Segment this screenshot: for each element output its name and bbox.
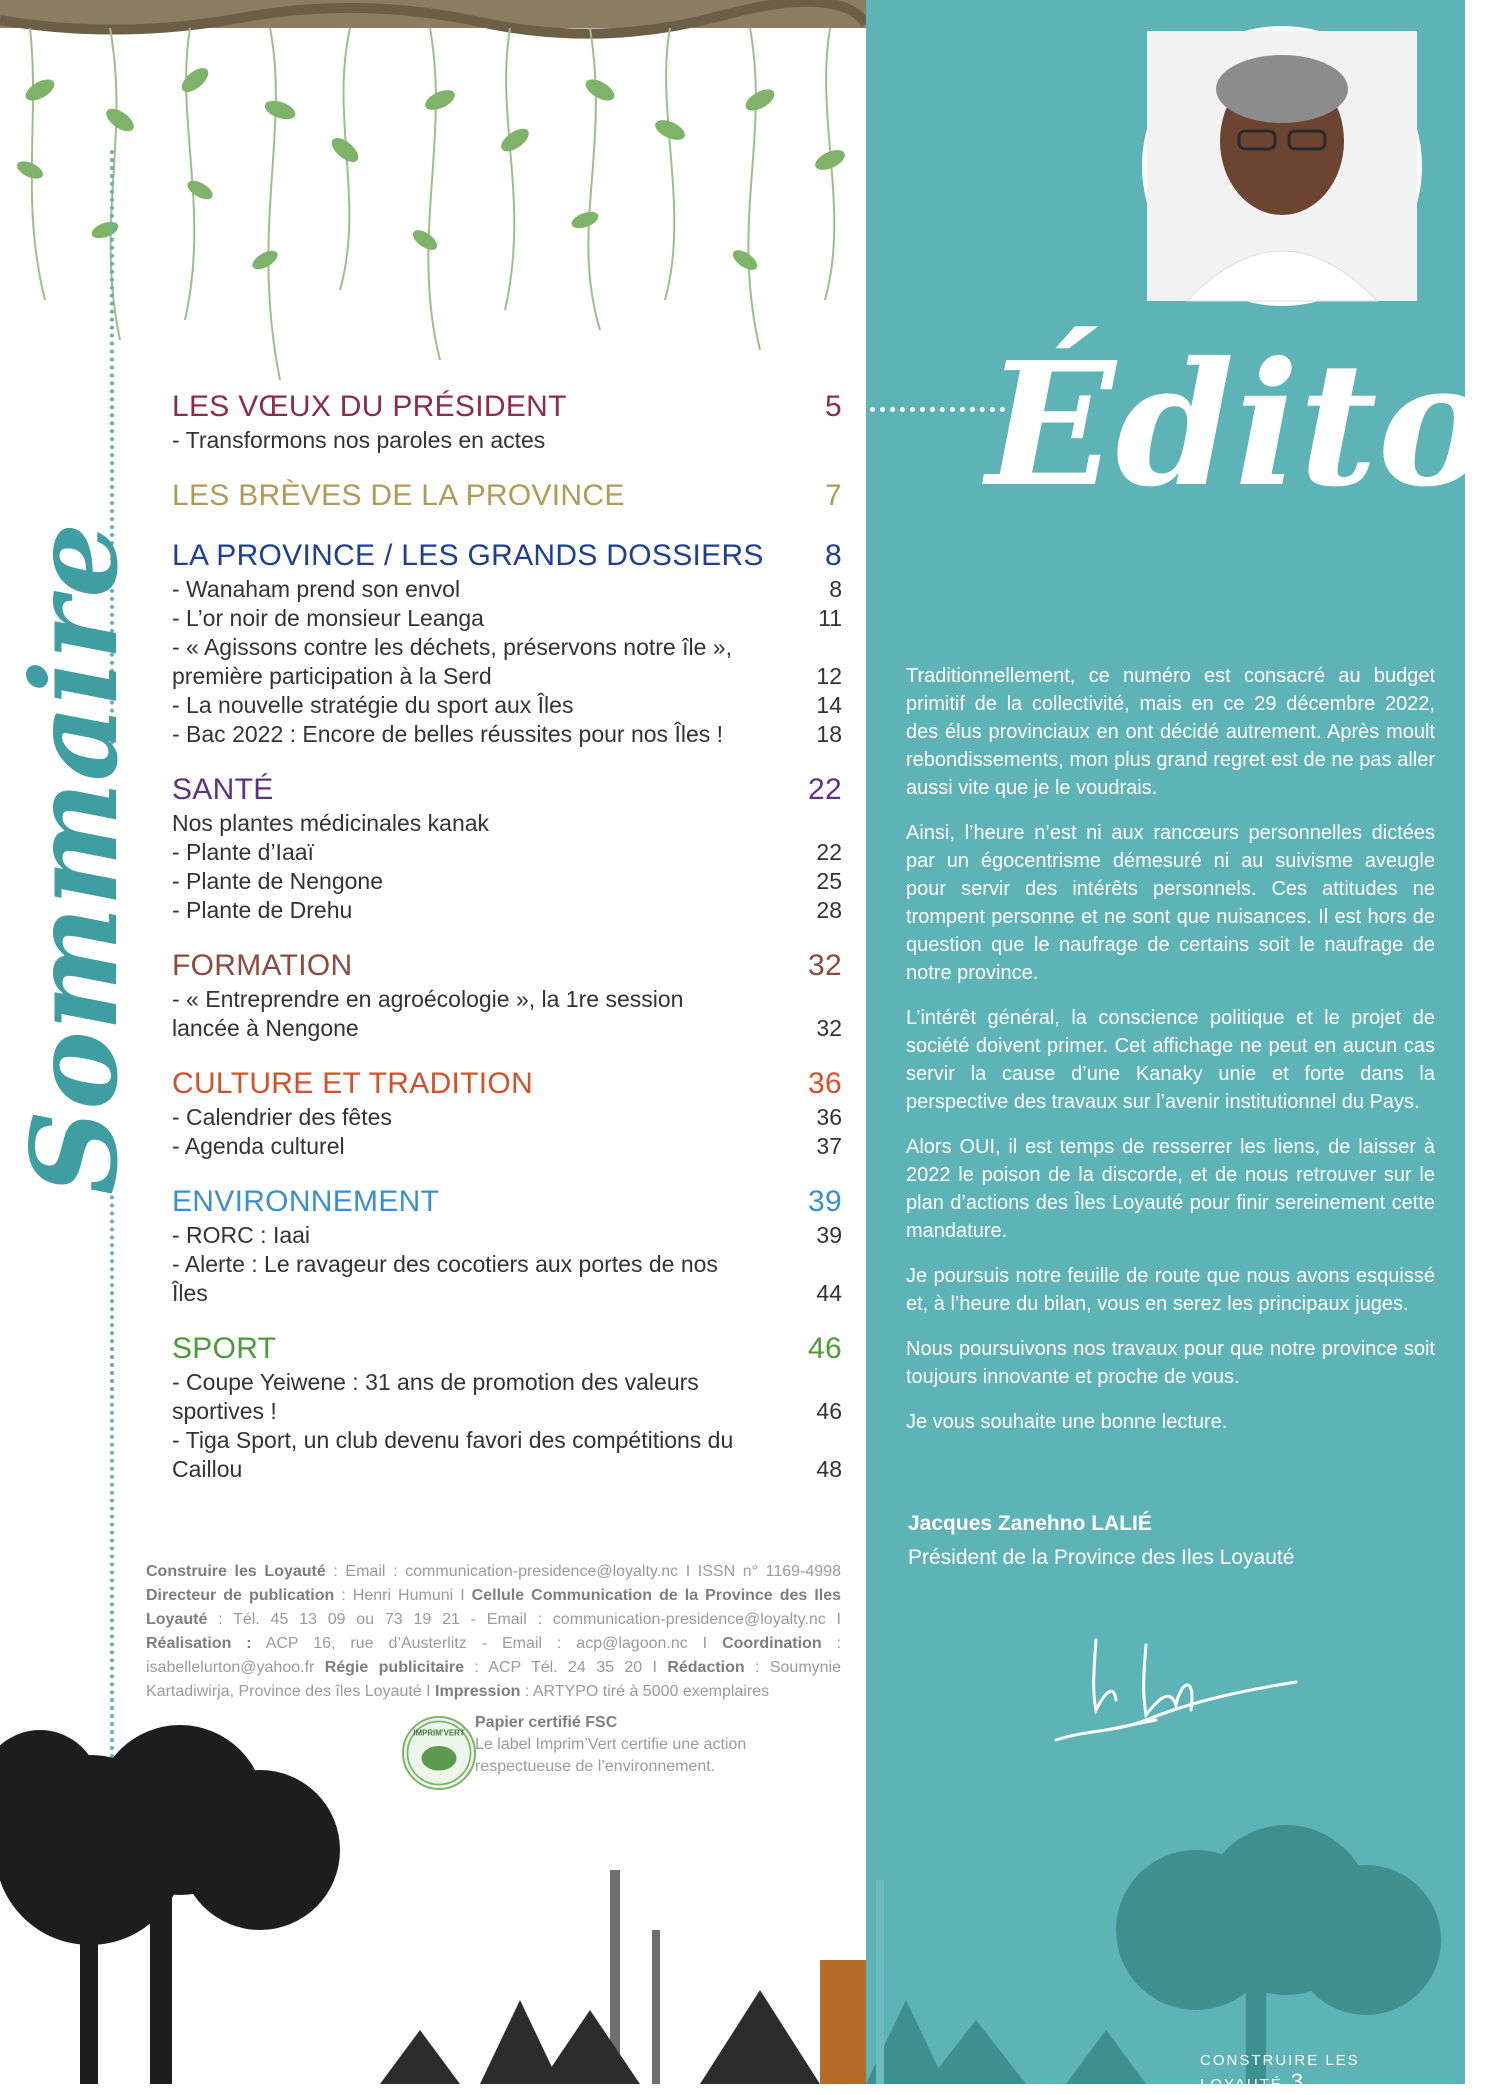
toc-section [172,1330,842,1484]
toc-item-page: 12 [816,663,842,689]
edito-paragraph: Nous poursuivons nos travaux pour que notre province soit toujours innovante et proche de vous. [906,1338,1435,1388]
toc-item-title: - Plante d’Iaaï [172,839,314,865]
toc-section-heading [172,537,842,575]
hanging-vines-illustration [0,0,866,420]
toc-item-title: - Wanaham prend son envol [172,576,461,602]
toc-item [172,1132,842,1161]
toc-item-title: - Transformons nos paroles en actes [172,427,546,453]
toc-item-title: - Bac 2022 : Encore de belles réussites pour nos Îles ! [172,721,724,747]
toc-item [172,1250,842,1308]
toc-item-title: - Coupe Yeiwene : 31 ans de promotion des valeurs sportives ! [172,1369,699,1424]
toc-item [172,720,842,749]
toc-item [172,575,842,604]
toc-section [172,771,842,925]
toc-section [172,1065,842,1161]
toc-item-page: 37 [816,1133,842,1159]
toc-item-title: - Plante de Nengone [172,868,383,894]
toc-item-page: 28 [816,897,842,923]
toc-item-page: 46 [816,1398,842,1424]
toc-item-page: 44 [816,1280,842,1306]
toc-item-page: 18 [816,721,842,747]
toc-section [172,947,842,1043]
toc-item-page: 25 [816,868,842,894]
edito-paragraph: Traditionnellement, ce numéro est consacré au budget primitif de la collectivité, mais en ce 29 décembre 2022, des élus provinciaux en ont décidé autrement. Après moult rebondissements, mon plus grand regret est de ne pas aller aussi vite que je le voudrais. [906,665,1435,799]
toc-section-page: 5 [825,390,842,423]
toc-subtitle: Nos plantes médicinales kanak [172,810,490,836]
toc-section-page: 8 [825,539,842,572]
page-number: 3 [1290,2069,1304,2094]
publication-credits: Construire les Loyauté : Email : communication-presidence@loyalty.nc I ISSN n° 1169-4998 Directeur de publication : Henri Humuni I Cellule Communication de la Province des Iles Loyauté : Tél. 45 13 09 ou 73 19 21 - Email : communication-presidence@loyalty.nc I Réalisation : ACP 16, rue d’Austerlitz - Email : acp@lagoon.nc I Coordination : isabellelurton@yahoo.fr Régie publicitaire : ACP Tél. 24 35 20 I Rédaction : Soumynie Kartadiwirja, Province des îles Loyauté I Impression : ARTYPO tiré à 5000 exemplaires [146,1563,842,1700]
toc-item-page: 39 [816,1222,842,1248]
toc-item [172,1368,842,1426]
toc-section [172,537,842,749]
sommaire-title: Sommaire [5,522,144,1195]
toc-section-page: 39 [808,1185,842,1218]
trees-silhouette-illustration [0,1700,866,2084]
toc-item [172,867,842,896]
footer-label: CONSTRUIRE LES LOYAUTÉ [1200,2052,1360,2093]
toc-item [172,896,842,925]
toc-section-heading [172,1183,842,1221]
toc-item-page: 36 [816,1104,842,1130]
toc-section-page: 7 [825,479,842,512]
toc-section-title: LES BRÈVES DE LA PROVINCE [172,479,625,512]
toc-item [172,633,842,691]
handwritten-signature [1046,1620,1316,1750]
edito-body [906,662,1435,1453]
toc-item [172,1103,842,1132]
toc-section-title: CULTURE ET TRADITION [172,1067,534,1100]
toc-section-heading [172,1330,842,1368]
toc-item-page: 14 [816,692,842,718]
toc-item-title: - Plante de Drehu [172,897,353,923]
toc-item-title: - « Entreprendre en agroécologie », la 1re session lancée à Nengone [172,986,684,1041]
toc-item-page: 32 [816,1015,842,1041]
horizontal-dotted-line [870,407,1005,412]
author-name: Jacques Zanehno LALIÉ [908,1512,1152,1535]
toc-item-title: - L’or noir de monsieur Leanga [172,605,484,631]
portrait-image [1147,31,1417,301]
toc-section-page: 36 [808,1067,842,1100]
edito-paragraph: Je vous souhaite une bonne lecture. [906,1411,1228,1433]
toc-item [172,1426,842,1484]
toc-section-title: LA PROVINCE / LES GRANDS DOSSIERS [172,539,764,572]
edito-paragraph: Ainsi, l’heure n’est ni aux rancœurs personnelles dictées par un égocentrisme démesuré ni au suivisme aveugle pour servir des intérêts personnels. Ces attitudes ne trompent personne et ne sont que nuisances. Il est hors de question que le naufrage de certains soit le naufrage de notre province. [906,822,1435,984]
edito-title: Édito [986,325,1491,525]
table-of-contents [172,388,842,1506]
toc-item [172,604,842,633]
edito-paragraph: Je poursuis notre feuille de route que nous avons esquissé et, à l’heure du bilan, vous en serez les principaux juges. [906,1265,1435,1315]
toc-section-heading [172,388,842,426]
toc-item [172,1221,842,1250]
author-role: Président de la Province des Iles Loyauté [908,1546,1295,1569]
president-portrait [1142,26,1422,306]
edito-paragraph: Alors OUI, il est temps de resserrer les liens, de laisser à 2022 le poison de la discorde, et de nous retrouver sur le plan d’actions des Îles Loyauté pour finir sereinement cette mandature. [906,1136,1435,1242]
toc-item [172,691,842,720]
teal-trees-illustration [866,1820,1465,2084]
toc-item [172,426,842,455]
toc-item-page: 11 [818,605,842,631]
toc-section-page: 22 [808,773,842,806]
toc-item-title: - « Agissons contre les déchets, préservons notre île », première participation à la Serd [172,634,732,689]
toc-item-page: 48 [816,1456,842,1482]
toc-item-title: - Calendrier des fêtes [172,1104,392,1130]
toc-section-heading [172,771,842,809]
toc-item-page: 8 [829,576,842,602]
edito-page [866,0,1491,2094]
toc-section-title: FORMATION [172,949,353,982]
toc-item-page: 22 [816,839,842,865]
toc-section-page: 46 [808,1332,842,1365]
toc-item-title: - La nouvelle stratégie du sport aux Îles [172,692,574,718]
svg-text:IMPRIM'VERT: IMPRIM'VERT [413,1728,465,1738]
toc-section [172,477,842,515]
toc-item-title: - Alerte : Le ravageur des cocotiers aux portes de nos Îles [172,1251,718,1306]
fsc-notice: Papier certifié FSC Le label Imprim’Vert certifie une action respectueuse de l’environnement. [475,1714,747,1775]
toc-section [172,388,842,455]
toc-section-title: LES VŒUX DU PRÉSIDENT [172,390,567,423]
toc-item-title: - Tiga Sport, un club devenu favori des compétitions du Caillou [172,1427,734,1482]
toc-section-page: 32 [808,949,842,982]
toc-section-title: SANTÉ [172,773,274,806]
toc-section-heading [172,1065,842,1103]
toc-item [172,838,842,867]
toc-section-title: ENVIRONNEMENT [172,1185,440,1218]
toc-item-title: - Agenda culturel [172,1133,345,1159]
toc-section-heading [172,947,842,985]
toc-section-heading [172,477,842,515]
toc-section [172,1183,842,1308]
toc-section-title: SPORT [172,1332,277,1365]
toc-item-title: - RORC : Iaai [172,1222,311,1248]
toc-item [172,985,842,1043]
page-footer [1200,2052,1465,2095]
edito-paragraph: L’intérêt général, la conscience politique et le projet de société doivent primer. Cet affichage ne peut en aucun cas servir la cause d’une Kanaky unie et forte dans la perspective des travaux sur l’avenir institutionnel du Pays. [906,1007,1435,1113]
